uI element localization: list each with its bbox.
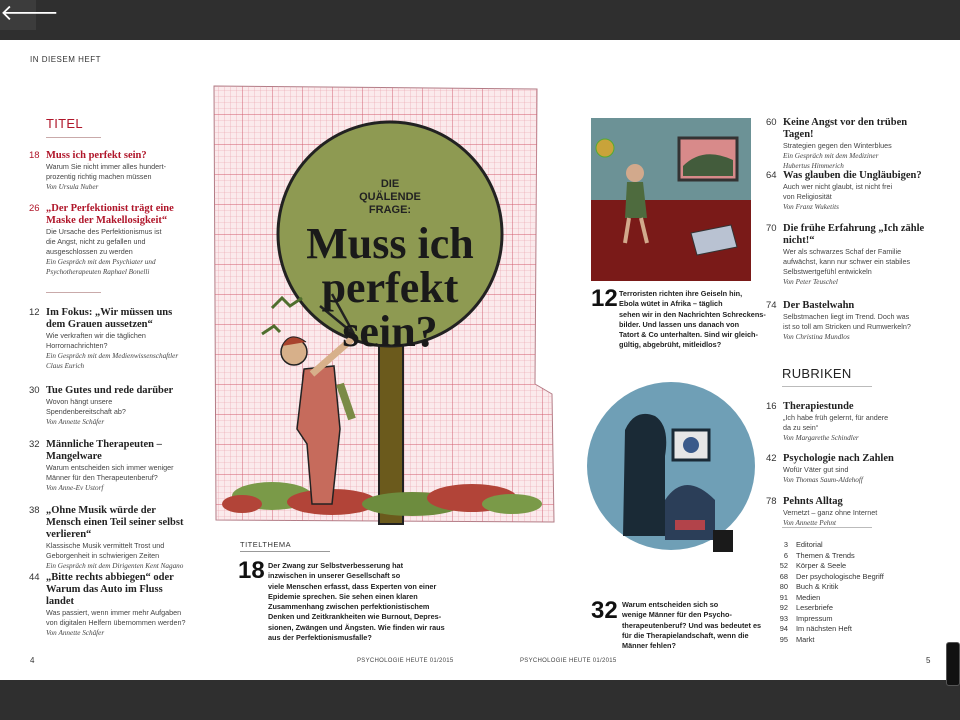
entry-author: Von Annette Pehnt [783,519,836,527]
divider [240,551,330,552]
entry-description: Was passiert, wenn immer mehr Aufgaben [46,608,182,617]
contents-entry[interactable] [29,203,189,277]
feature-page-number: 18 [238,557,265,584]
entry-description: da zu sein“ [783,423,819,432]
index-page-number: 52 [779,561,788,570]
text-line: sionen, Zwängen und Ängsten. Wie finden wir raus [268,622,445,632]
text-line: Zusammenhang zwischen perfektionistischem [268,602,430,612]
cover-illustration [212,84,557,525]
index-page-number: 93 [779,613,788,623]
entry-author: Von Peter Teuschel [783,278,838,286]
entry-description: „Ich habe früh gelernt, für andere [783,413,889,422]
index-page-number: 6 [783,550,788,560]
text-line: Ebola wütet in Afrika – täglich [619,299,723,309]
index-row[interactable] [768,540,823,551]
contents-entry[interactable] [29,307,189,371]
index-page-number: 94 [779,624,788,633]
entry-title: Therapiestunde [783,401,854,412]
back-arrow-icon: 🡐 [0,1,59,26]
text-line: sehen wir in den Nachrichten Schreckens- [619,309,766,319]
entry-title: Der Bastelwahn [783,300,855,311]
index-row[interactable] [768,593,820,604]
entry-author: Von Ursula Nuber [46,183,99,191]
section-header: IN DIESEM HEFT [30,55,102,64]
entry-page-number: 30 [29,385,40,396]
index-label: Themen & Trends [796,550,855,560]
contents-entry[interactable] [766,117,926,171]
entry-description: Horrornachrichten? [46,341,108,350]
index-row[interactable] [768,614,833,625]
contents-entry[interactable] [766,223,926,287]
index-label: Der psychologische Begriff [796,571,884,581]
titel-heading: TITEL [46,116,83,131]
index-page-number: 3 [783,540,788,549]
entry-description: Selbstwertgefühl entwickeln [783,267,872,276]
entry-page-number: 64 [766,170,777,181]
magazine-spread [0,40,960,680]
index-label: Leserbriefe [796,603,833,612]
cover-kicker: DIE [380,178,400,190]
entry-author: Von Annette Schäfer [46,418,105,426]
entry-description: von Religiosität [783,192,832,201]
entry-description: Warum entscheiden sich immer weniger [46,463,174,472]
divider [46,137,101,138]
contents-entry[interactable] [29,385,189,427]
entry-title: Männliche Therapeuten – Mangelware [46,439,162,462]
entry-author: Von Annette Schäfer [46,629,105,637]
entry-page-number: 42 [766,453,777,464]
back-button[interactable] [0,0,59,30]
therapist-illustration [585,380,757,552]
entry-description: Wofür Väter gut sind [783,465,849,474]
index-page-number: 92 [779,603,788,612]
index-page-number: 80 [779,582,788,591]
contents-entry[interactable] [766,401,926,443]
titelthema-text [268,561,445,643]
contents-entry[interactable] [29,572,189,638]
contents-entry[interactable] [29,439,189,493]
top-bar [0,0,960,40]
page-number-right: 5 [926,656,931,665]
index-label: Im nächsten Heft [796,624,852,633]
entry-title: „Der Perfektionist trägt eine Maske der Makellosigkeit“ [46,203,174,226]
scroll-handle[interactable] [946,642,960,686]
feature-page-number: 12 [591,285,618,312]
index-page-number: 91 [779,592,788,602]
entry-title: „Ohne Musik würde der Mensch einen Teil seiner selbst verlieren“ [46,505,184,540]
entry-author: Ein Gespräch mit dem Dirigenten Kent Nagano [46,562,184,570]
entry-title: Tue Gutes und rede darüber [46,385,174,396]
contents-entry[interactable] [29,150,189,192]
entry-description: Wer als schwarzes Schaf der Familie [783,247,902,256]
entry-author: Von Franz Wuketits [783,203,839,211]
divider [782,386,872,387]
text-line: gültig, abgebrüht, mitleidlos? [619,340,722,350]
entry-title: „Bitte rechts abbiegen“ oder Warum das Auto im Fluss landet [46,572,174,607]
feature12-text [619,289,766,351]
entry-author: Claus Eurich [46,362,85,370]
index-label: Markt [796,634,815,644]
page-number-left: 4 [30,656,35,665]
entry-description: die Angst, nicht zu gefallen und [46,237,146,246]
entry-description: Vernetzt – ganz ohne Internet [783,508,878,517]
entry-description: Geborgenheit in schwierigen Zeiten [46,551,160,560]
titelthema-label: TITELTHEMA [240,540,292,549]
index-row[interactable] [768,572,884,583]
text-line: Epidemie sprechen. Sie sehen einen klaren [268,591,418,601]
entry-page-number: 70 [766,223,777,234]
entry-description: aufwächst, kann nur schwer ein stabiles [783,257,911,266]
entry-author: Ein Gespräch mit dem Medienwissenschaftler [46,352,179,360]
entry-page-number: 38 [29,505,40,516]
cover-headline: sein? [342,307,438,356]
entry-page-number: 16 [766,401,777,412]
entry-description: Spendenbereitschaft ab? [46,407,126,416]
cover-headline: Muss ich [306,219,474,268]
text-line: aus der Perfektionismusfalle? [268,633,372,643]
index-row[interactable] [768,603,833,614]
index-label: Impressum [796,613,833,623]
entry-title: Keine Angst vor den trüben Tagen! [783,117,908,140]
magazine-footer: PSYCHOLOGIE HEUTE 01/2015 [520,658,617,664]
entry-author: Ein Gespräch mit dem Mediziner [783,152,879,160]
entry-page-number: 44 [29,572,40,583]
entry-page-number: 18 [29,150,40,161]
contents-entry[interactable] [766,300,926,342]
entry-page-number: 74 [766,300,777,311]
entry-description: von digitalen Helfern übernommen werden? [46,618,186,627]
entry-title: Die frühe Erfahrung „Ich zähle nicht!“ [783,223,925,246]
entry-description: Strategien gegen den Winterblues [783,141,892,150]
entry-author: Von Thomas Saum-Aldehoff [783,476,863,484]
entry-page-number: 12 [29,307,40,318]
magazine-footer: PSYCHOLOGIE HEUTE 01/2015 [357,658,454,664]
contents-entry[interactable] [766,496,926,528]
rubriken-heading: RUBRIKEN [782,366,852,381]
divider [46,292,101,293]
entry-page-number: 26 [29,203,40,214]
entry-title: Pehnts Alltag [783,496,843,507]
entry-page-number: 32 [29,439,40,450]
entry-title: Was glauben die Ungläubigen? [783,170,922,181]
entry-page-number: 78 [766,496,777,507]
index-row[interactable] [768,561,846,572]
entry-description: prozentig richtig machen müssen [46,172,152,181]
entry-description: Warum Sie nicht immer alles hundert- [46,162,166,171]
text-line: Der Zwang zur Selbstverbesserung hat [268,561,404,570]
contents-entry[interactable] [766,170,926,212]
entry-description: Wovon hängt unsere [46,397,113,406]
news-illustration [591,118,751,281]
text-line: bilder. Und lassen uns danach von [619,319,740,329]
text-line: viele Menschen erfasst, dass Experten von einer [268,581,437,591]
index-row[interactable] [768,551,855,562]
cover-kicker: QUÄLENDE [359,191,421,203]
entry-description: Selbstmachen liegt im Trend. Doch was [783,312,910,321]
entry-page-number: 60 [766,117,777,128]
bottom-bar [0,680,960,720]
entry-title: Psychologie nach Zahlen [783,453,894,464]
entry-description: Die Ursache des Perfektionismus ist [46,227,162,236]
entry-description: Klassische Musik vermittelt Trost und [46,541,165,550]
text-line: inzwischen in unserer Gesellschaft so [268,571,401,581]
index-row[interactable] [768,635,814,646]
entry-description: ausgeschlossen zu werden [46,247,133,256]
entry-description: ist so toll am Stricken und Rumwerkeln? [783,322,911,331]
feature32-text [622,600,761,651]
entry-author: Hubertus Himmerich [783,162,844,170]
entry-author: Ein Gespräch mit dem Psychiater und [46,258,156,266]
text-line: therapeutenberuf? Und was bedeutet es [622,620,762,630]
index-label: Editorial [796,540,823,549]
cover-headline: perfekt [321,263,459,312]
divider [782,527,872,528]
index-row[interactable] [768,624,852,635]
cover-kicker: FRAGE: [368,204,412,216]
text-line: Terroristen richten ihre Geiseln hin, [619,289,743,298]
text-line: Warum entscheiden sich so [622,600,719,609]
entry-author: Von Anne-Ev Ustorf [46,484,104,492]
text-line: Denken und Zeitkrankheiten wie Burnout, Depres- [268,612,442,622]
feature-page-number: 32 [591,597,618,624]
entry-title: Im Fokus: „Wir müssen uns dem Grauen aussetzen“ [46,307,173,330]
entry-title: Muss ich perfekt sein? [46,150,147,161]
text-line: wenige Männer für den Psycho- [622,610,732,620]
index-label: Körper & Seele [796,561,847,570]
index-page-number: 68 [779,571,788,581]
contents-entry[interactable] [766,453,926,485]
index-row[interactable] [768,582,838,593]
index-page-number: 95 [779,634,788,644]
text-line: Männer fehlen? [622,641,676,651]
index-label: Buch & Kritik [796,582,839,591]
text-line: für die Therapielandschaft, wenn die [622,630,749,640]
text-line: Tatort & Co unterhalten. Sind wir gleich- [619,330,758,340]
entry-author: Von Christina Mundlos [783,333,850,341]
entry-author: Von Margarethe Schindler [783,434,859,442]
contents-entry[interactable] [29,505,189,571]
index-label: Medien [796,592,821,602]
entry-description: Männer für den Therapeutenberuf? [46,473,158,482]
entry-author: Psychotherapeuten Raphael Bonelli [46,268,150,276]
entry-description: Wie verkraften wir die täglichen [46,331,146,340]
entry-description: Auch wer nicht glaubt, ist nicht frei [783,182,893,191]
